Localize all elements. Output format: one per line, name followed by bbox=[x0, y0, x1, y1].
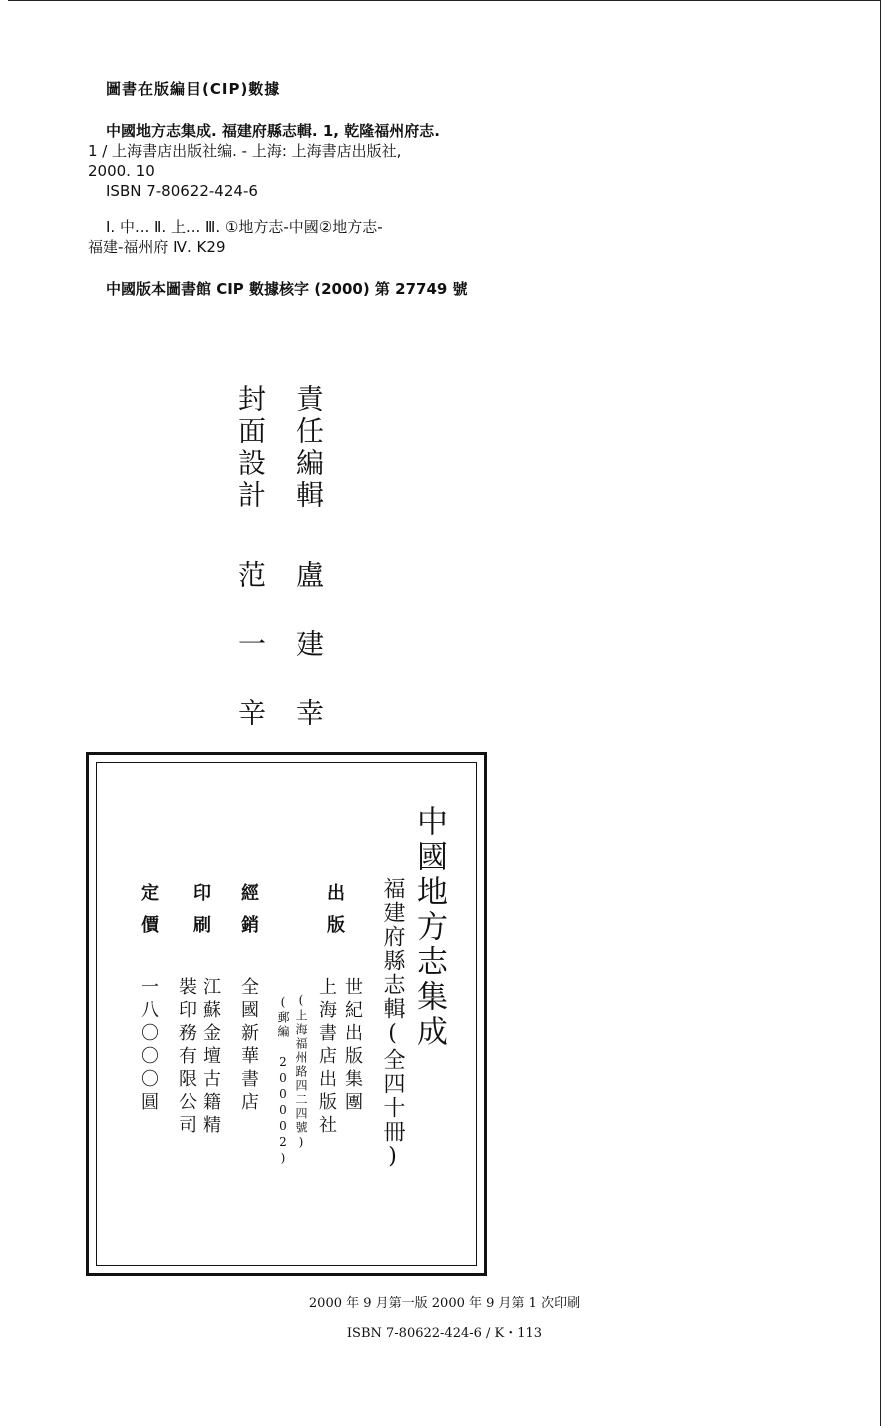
printer-line-2: 裝印務有限公司 bbox=[176, 977, 197, 1138]
colophon-subtitle: 福建府縣志輯(全四十冊) bbox=[380, 877, 405, 1171]
distributor: 全國新華書店 bbox=[238, 977, 259, 1115]
cip-record: 中國版本圖書館 CIP 數據核字 (2000) 第 27749 號 bbox=[106, 280, 468, 298]
top-border-line bbox=[8, 0, 881, 1]
cip-isbn: ISBN 7-80622-424-6 bbox=[106, 182, 258, 200]
publisher-line-1: 世紀出版集團 bbox=[342, 977, 363, 1115]
printing-label: 印刷 bbox=[190, 883, 211, 947]
designer-role: 封面設計 bbox=[234, 384, 267, 512]
cip-line-2: 1 / 上海書店出版社编. - 上海: 上海書店出版社, bbox=[88, 142, 402, 160]
designer-name: 范 一 辛 bbox=[234, 560, 267, 730]
publisher-address: (上海福州路四二四號) bbox=[294, 993, 308, 1151]
editor-role: 責任編輯 bbox=[292, 384, 325, 512]
footer-isbn: ISBN 7-80622-424-6 / K・113 bbox=[346, 1326, 543, 1341]
publisher-line-2: 上海書店出版社 bbox=[316, 977, 337, 1138]
editor-name: 盧 建 幸 bbox=[292, 560, 325, 730]
printer-line-1: 江蘇金壇古籍精 bbox=[200, 977, 221, 1138]
cip-line-1: 中國地方志集成. 福建府縣志輯. 1, 乾隆福州府志. bbox=[106, 122, 440, 140]
publisher-zip: (郵編 200002) bbox=[276, 995, 290, 1167]
cip-class-1: Ⅰ. 中... Ⅱ. 上... Ⅲ. ①地方志-中國②地方志- bbox=[106, 218, 383, 236]
cip-line-3: 2000. 10 bbox=[88, 162, 155, 180]
colophon-title: 中國地方志集成 bbox=[411, 805, 447, 1050]
colophon-box bbox=[86, 752, 487, 1276]
cip-heading: 圖書在版編目(CIP)數據 bbox=[106, 80, 281, 98]
right-border-line bbox=[880, 0, 881, 1426]
distribution-label: 經銷 bbox=[238, 883, 259, 947]
cip-block bbox=[88, 78, 558, 299]
cip-class-2: 福建-福州府 Ⅳ. K29 bbox=[88, 238, 226, 256]
price-value: 一八〇〇〇圓 bbox=[138, 977, 159, 1115]
publish-label: 出版 bbox=[324, 883, 345, 947]
price-label: 定價 bbox=[138, 883, 159, 947]
edition-line: 2000 年 9 月第一版 2000 年 9 月第 1 次印刷 bbox=[308, 1296, 581, 1311]
